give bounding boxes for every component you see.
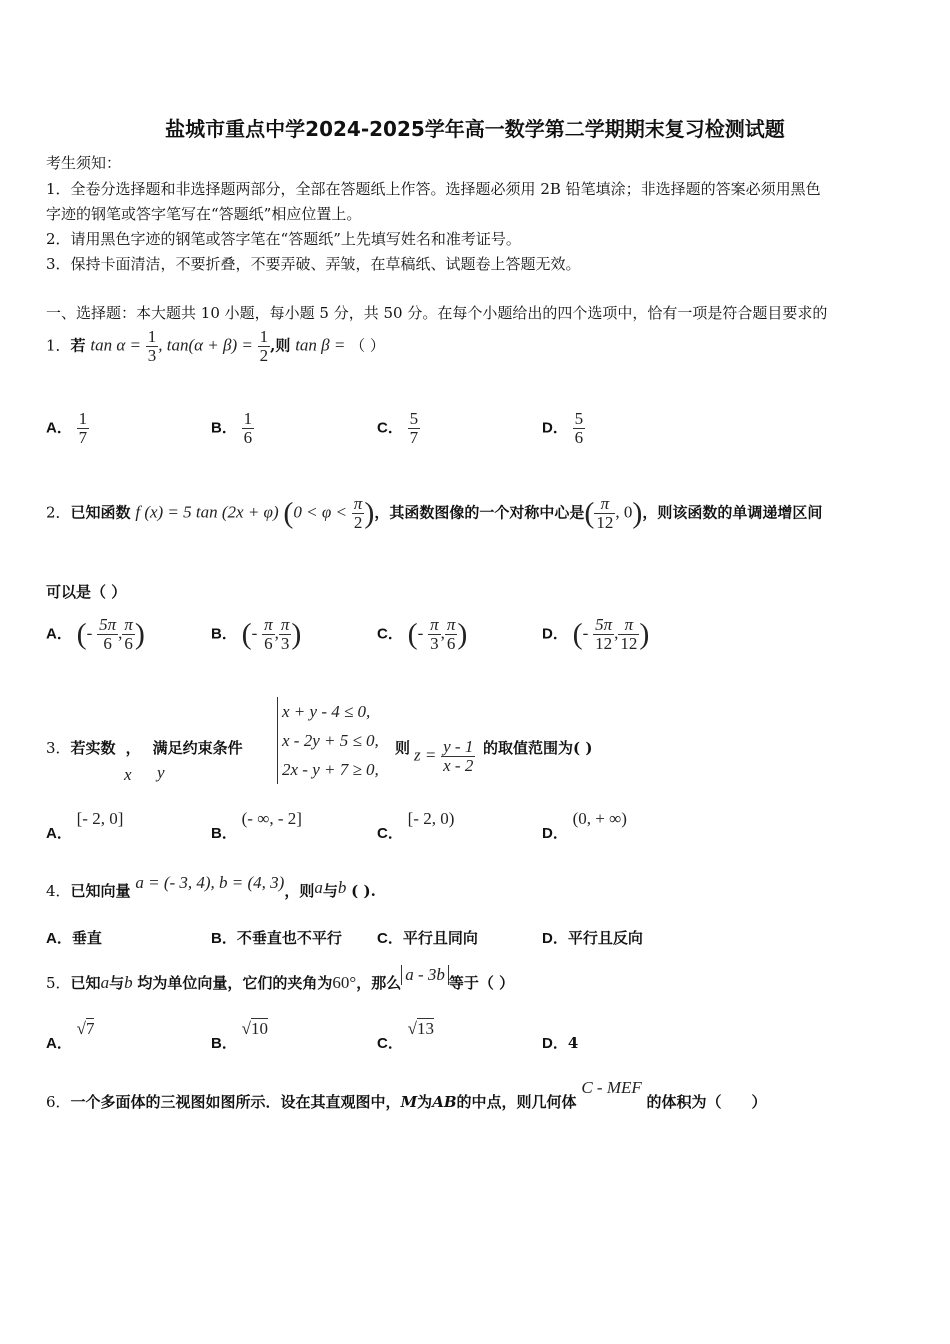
q6-text-4: 的体积为（ ） bbox=[646, 1093, 767, 1111]
q2-cond-num: π bbox=[353, 494, 363, 513]
q5-mid: 均为单位向量，它们的夹角为 bbox=[137, 974, 333, 992]
q2-oc-sign: - bbox=[417, 623, 424, 643]
q1-oa-num: 1 bbox=[78, 409, 88, 428]
q2-center-open-paren: ( bbox=[584, 496, 595, 530]
q2-oa-a-num: 5π bbox=[99, 615, 117, 634]
q2-option-d-label: D． bbox=[542, 625, 568, 643]
q1-option-a-label: A． bbox=[46, 419, 72, 437]
q3-var-y: y bbox=[157, 763, 165, 782]
q5-angle: 60° bbox=[332, 973, 357, 992]
q2-oa-open: ( bbox=[76, 617, 87, 651]
q2-oa-comma: , bbox=[118, 623, 123, 643]
q1-number: 1． bbox=[46, 336, 71, 355]
q3-option-a-label: A． bbox=[46, 825, 72, 842]
q1-option-c bbox=[377, 410, 420, 447]
q2-option-b-label: B． bbox=[211, 625, 237, 643]
q3-objective bbox=[414, 738, 475, 775]
q1-pre: 若 bbox=[70, 336, 86, 355]
q2-od-open: ( bbox=[572, 617, 583, 651]
q1-f2-num: 1 bbox=[259, 327, 269, 346]
q2-ob-close: ) bbox=[291, 617, 302, 651]
q2-oa-close: ) bbox=[134, 617, 145, 651]
q2-oc-right bbox=[445, 616, 458, 653]
q3-post: 的取值范围为( ) bbox=[483, 739, 593, 757]
q1-option-c-value bbox=[408, 410, 421, 447]
question-4 bbox=[46, 873, 376, 901]
q5-oc-radicand: 13 bbox=[416, 1019, 434, 1038]
q3-pre: 若实数 bbox=[70, 739, 116, 757]
q4-option-b-text: 不垂直也不平行 bbox=[236, 929, 342, 947]
q4-option-b bbox=[211, 927, 342, 948]
q6-M: M bbox=[400, 1093, 418, 1111]
q3-option-d-value: (0, + ∞) bbox=[572, 809, 627, 828]
q2-center-fraction bbox=[594, 495, 615, 532]
q5-mid2: ，那么 bbox=[356, 974, 402, 992]
q3-option-d-label: D． bbox=[542, 825, 568, 842]
q4-post1: ，则 bbox=[284, 882, 315, 900]
q4-option-c-label: C． bbox=[377, 930, 403, 947]
q5-vec-a: a bbox=[100, 973, 110, 992]
q4-option-b-label: B． bbox=[211, 930, 237, 947]
q1-post: ,则 bbox=[270, 336, 291, 355]
notice-line-2: 2．请用黑色字迹的钢笔或答字笔在“答题纸”上先填写姓名和准考证号。 bbox=[46, 230, 521, 248]
q2-oc-comma: , bbox=[440, 623, 445, 643]
q3-option-b bbox=[211, 808, 302, 842]
q1-paren: （ ） bbox=[350, 336, 385, 355]
q3-option-c-label: C． bbox=[377, 825, 403, 842]
q2-od-close: ) bbox=[639, 617, 650, 651]
q3-mid: 满足约束条件 bbox=[152, 739, 243, 757]
q6-number: 6． bbox=[46, 1093, 71, 1111]
q2-center-den: 12 bbox=[596, 512, 614, 532]
q5-option-d-text: 4 bbox=[567, 1034, 579, 1052]
q2-function: f (x) = 5 tan (2x + φ) bbox=[135, 502, 279, 522]
q2-oc-b-num: π bbox=[446, 615, 456, 634]
q1-option-c-label: C． bbox=[377, 419, 403, 437]
q5-ob-radical: √10 bbox=[241, 1019, 268, 1038]
q1-od-den: 6 bbox=[574, 427, 584, 447]
q2-center-tail: , 0 bbox=[615, 502, 633, 522]
q3-constraint-1: x + y - 4 ≤ 0, bbox=[282, 702, 371, 721]
q5-option-d bbox=[542, 1032, 578, 1053]
q2-line-2: 可以是（ ） bbox=[46, 583, 127, 601]
q4-vec-b: b bbox=[337, 878, 347, 897]
q3-constraint-2: x - 2y + 5 ≤ 0, bbox=[282, 731, 379, 750]
q3-z-den: x - 2 bbox=[443, 755, 474, 775]
q2-cond-fraction bbox=[352, 495, 365, 532]
notice-line-1b: 字迹的钢笔或答字笔写在“答题纸”相应位置上。 bbox=[46, 205, 362, 223]
q2-oc-close: ) bbox=[457, 617, 468, 651]
q3-option-c bbox=[377, 808, 455, 842]
q1-option-b-label: B． bbox=[211, 419, 237, 437]
q2-center-num: π bbox=[600, 494, 610, 513]
q2-cond-open-paren: ( bbox=[283, 496, 294, 530]
q4-vec-a: a bbox=[314, 878, 323, 897]
q4-option-a bbox=[46, 927, 102, 948]
q2-number: 2． bbox=[46, 503, 71, 522]
q2-oa-left bbox=[97, 616, 118, 653]
q2-od-sign: - bbox=[582, 623, 589, 643]
q2-ob-open: ( bbox=[241, 617, 252, 651]
q3-z-num: y - 1 bbox=[443, 737, 474, 756]
q1-fraction-1 bbox=[146, 328, 159, 365]
q2-option-d bbox=[542, 616, 649, 653]
question-5 bbox=[46, 965, 515, 993]
q5-option-b-label: B． bbox=[211, 1035, 237, 1052]
q2-cond-close-paren: ) bbox=[364, 496, 375, 530]
q2-oa-b-den: 6 bbox=[122, 634, 135, 653]
question-1 bbox=[46, 328, 385, 365]
notice-line-1a: 1．全卷分选择题和非选择题两部分，全部在答题纸上作答。选择题必须用 2B 铅笔填涂；非选择题的答案必须用黑色 bbox=[46, 180, 821, 198]
q5-option-c bbox=[377, 1018, 434, 1052]
q2-oc-a-den: 3 bbox=[428, 634, 441, 653]
q2-od-a-num: 5π bbox=[595, 615, 613, 634]
q1-oc-den: 7 bbox=[409, 427, 419, 447]
q1-f2-den: 2 bbox=[259, 345, 269, 365]
q5-option-a bbox=[46, 1018, 95, 1052]
q3-option-c-value: [- 2, 0) bbox=[407, 809, 455, 828]
q3-option-a bbox=[46, 808, 124, 842]
q6-solid: C - MEF bbox=[581, 1078, 642, 1097]
q1-fraction-2 bbox=[258, 328, 271, 365]
q5-option-a-label: A． bbox=[46, 1035, 72, 1052]
q2-option-b bbox=[211, 616, 301, 653]
q4-option-a-label: A． bbox=[46, 930, 72, 947]
q2-pre: 已知函数 bbox=[70, 503, 131, 522]
q5-post: 等于（ ） bbox=[448, 974, 515, 992]
q4-vectors: a = (- 3, 4), b = (4, 3) bbox=[135, 873, 285, 892]
q2-od-a-den: 12 bbox=[593, 634, 614, 653]
question-2 bbox=[46, 495, 822, 532]
question-6 bbox=[46, 1078, 767, 1112]
q1-option-b-value bbox=[242, 410, 255, 447]
q5-ob-radicand: 10 bbox=[250, 1019, 268, 1038]
q3-option-b-value: (- ∞, - 2] bbox=[241, 809, 302, 828]
q4-option-c-text: 平行且同向 bbox=[402, 929, 478, 947]
q3-constraint-system bbox=[277, 697, 379, 784]
q2-post: ，则该函数的单调递增区间 bbox=[642, 503, 823, 522]
q5-number: 5． bbox=[46, 974, 71, 992]
q3-text bbox=[46, 737, 243, 758]
notice-line-3: 3．保持卡面清洁，不要折叠，不要弄破、弄皱，在草稿纸、试题卷上答题无效。 bbox=[46, 255, 581, 273]
q5-vec-b: b bbox=[124, 973, 133, 992]
q1-tan-alpha: tan α = bbox=[90, 335, 141, 355]
q4-number: 4． bbox=[46, 882, 71, 900]
q1-option-d-value bbox=[573, 410, 586, 447]
q1-od-num: 5 bbox=[574, 409, 584, 428]
q1-option-a bbox=[46, 410, 89, 447]
q6-AB: AB bbox=[432, 1093, 457, 1111]
q2-od-right bbox=[618, 616, 639, 653]
q6-text-2: 为 bbox=[417, 1093, 433, 1111]
q3-z-fraction bbox=[441, 738, 475, 775]
q4-option-d-label: D． bbox=[542, 930, 568, 947]
q5-option-b bbox=[211, 1018, 268, 1052]
q3-var-x: x bbox=[124, 765, 132, 784]
q2-od-left bbox=[593, 616, 614, 653]
q1-option-d-label: D． bbox=[542, 419, 568, 437]
q5-option-c-label: C． bbox=[377, 1035, 403, 1052]
q2-ob-a-num: π bbox=[264, 615, 273, 634]
q2-ob-right bbox=[279, 616, 292, 653]
q2-option-a bbox=[46, 616, 145, 653]
q3-constraint-3: 2x - y + 7 ≥ 0, bbox=[282, 760, 379, 779]
q4-paren: ( ). bbox=[351, 882, 376, 900]
q2-mid: ，其函数图像的一个对称中心是 bbox=[374, 503, 585, 522]
q2-ob-b-den: 3 bbox=[279, 634, 292, 653]
q2-ob-a-den: 6 bbox=[262, 634, 275, 653]
q3-then: 则 bbox=[395, 739, 411, 757]
q2-od-b-den: 12 bbox=[620, 633, 638, 653]
q2-od-b-num: π bbox=[624, 615, 634, 634]
q4-option-c bbox=[377, 927, 478, 948]
q2-oc-left bbox=[428, 616, 441, 653]
q1-ob-num: 1 bbox=[243, 409, 253, 428]
q2-oa-right bbox=[122, 616, 135, 653]
q2-oa-b-num: π bbox=[124, 615, 133, 634]
q2-cond-left: 0 < φ < bbox=[293, 502, 348, 522]
q2-option-c-label: C． bbox=[377, 625, 403, 643]
q1-oa-den: 7 bbox=[78, 427, 88, 447]
q6-text-3: 的中点，则几何体 bbox=[456, 1093, 577, 1111]
q6-text-1: 一个多面体的三视图如图所示．设在其直观图中， bbox=[70, 1093, 401, 1111]
q3-option-a-value: [- 2, 0] bbox=[76, 809, 124, 828]
q2-oa-sign: - bbox=[86, 623, 93, 643]
q3-option-b-label: B． bbox=[211, 825, 237, 842]
q2-oc-a-num: π bbox=[430, 615, 439, 634]
q1-option-a-value bbox=[77, 410, 90, 447]
q5-pre: 已知 bbox=[70, 974, 101, 992]
notice-heading: 考生须知： bbox=[46, 154, 122, 172]
q2-option-c bbox=[377, 616, 467, 653]
q5-oa-radicand: 7 bbox=[85, 1019, 95, 1038]
q1-option-d bbox=[542, 410, 585, 447]
q2-ob-comma: , bbox=[274, 623, 279, 643]
q2-oc-open: ( bbox=[407, 617, 418, 651]
q2-ob-left bbox=[262, 616, 275, 653]
q4-option-d bbox=[542, 927, 643, 948]
q2-oc-b-den: 6 bbox=[445, 634, 458, 653]
q2-option-a-label: A． bbox=[46, 625, 72, 643]
q1-f1-den: 3 bbox=[147, 345, 157, 365]
q2-oa-a-den: 6 bbox=[97, 634, 118, 653]
q2-ob-b-num: π bbox=[280, 615, 290, 634]
q5-yu: 与 bbox=[109, 974, 125, 992]
q4-option-d-text: 平行且反向 bbox=[567, 929, 643, 947]
q1-f1-num: 1 bbox=[147, 327, 157, 346]
q1-ob-den: 6 bbox=[243, 427, 253, 447]
q1-option-b bbox=[211, 410, 254, 447]
q3-z: z = bbox=[414, 745, 437, 765]
q3-option-d bbox=[542, 808, 627, 842]
q1-tan-alpha-beta: , tan(α + β) = bbox=[158, 335, 253, 355]
q4-yu: 与 bbox=[322, 882, 338, 900]
q2-center-close-paren: ) bbox=[632, 496, 643, 530]
q5-oc-radical: √13 bbox=[407, 1019, 434, 1038]
q4-pre: 已知向量 bbox=[70, 882, 131, 900]
q2-ob-sign: - bbox=[251, 623, 258, 643]
section-heading: 一、选择题：本大题共 10 小题，每小题 5 分，共 50 分。在每个小题给出的四个选项中，恰有一项是符合题目要求的 bbox=[46, 304, 828, 322]
q5-oa-radical: √7 bbox=[76, 1019, 95, 1038]
q2-od-comma: , bbox=[614, 623, 619, 643]
q1-oc-num: 5 bbox=[409, 409, 419, 428]
q3-number: 3． bbox=[46, 739, 71, 757]
q1-tan-beta: tan β = bbox=[295, 335, 346, 355]
q4-option-a-text: 垂直 bbox=[71, 929, 102, 947]
q5-abs-expr: a - 3b bbox=[401, 965, 449, 985]
q2-cond-den: 2 bbox=[352, 513, 365, 532]
q5-option-d-label: D． bbox=[542, 1035, 568, 1052]
page-title: 盐城市重点中学2024-2025学年高一数学第二学期期末复习检测试题 bbox=[165, 117, 785, 141]
q3-comma: ， bbox=[125, 739, 141, 757]
